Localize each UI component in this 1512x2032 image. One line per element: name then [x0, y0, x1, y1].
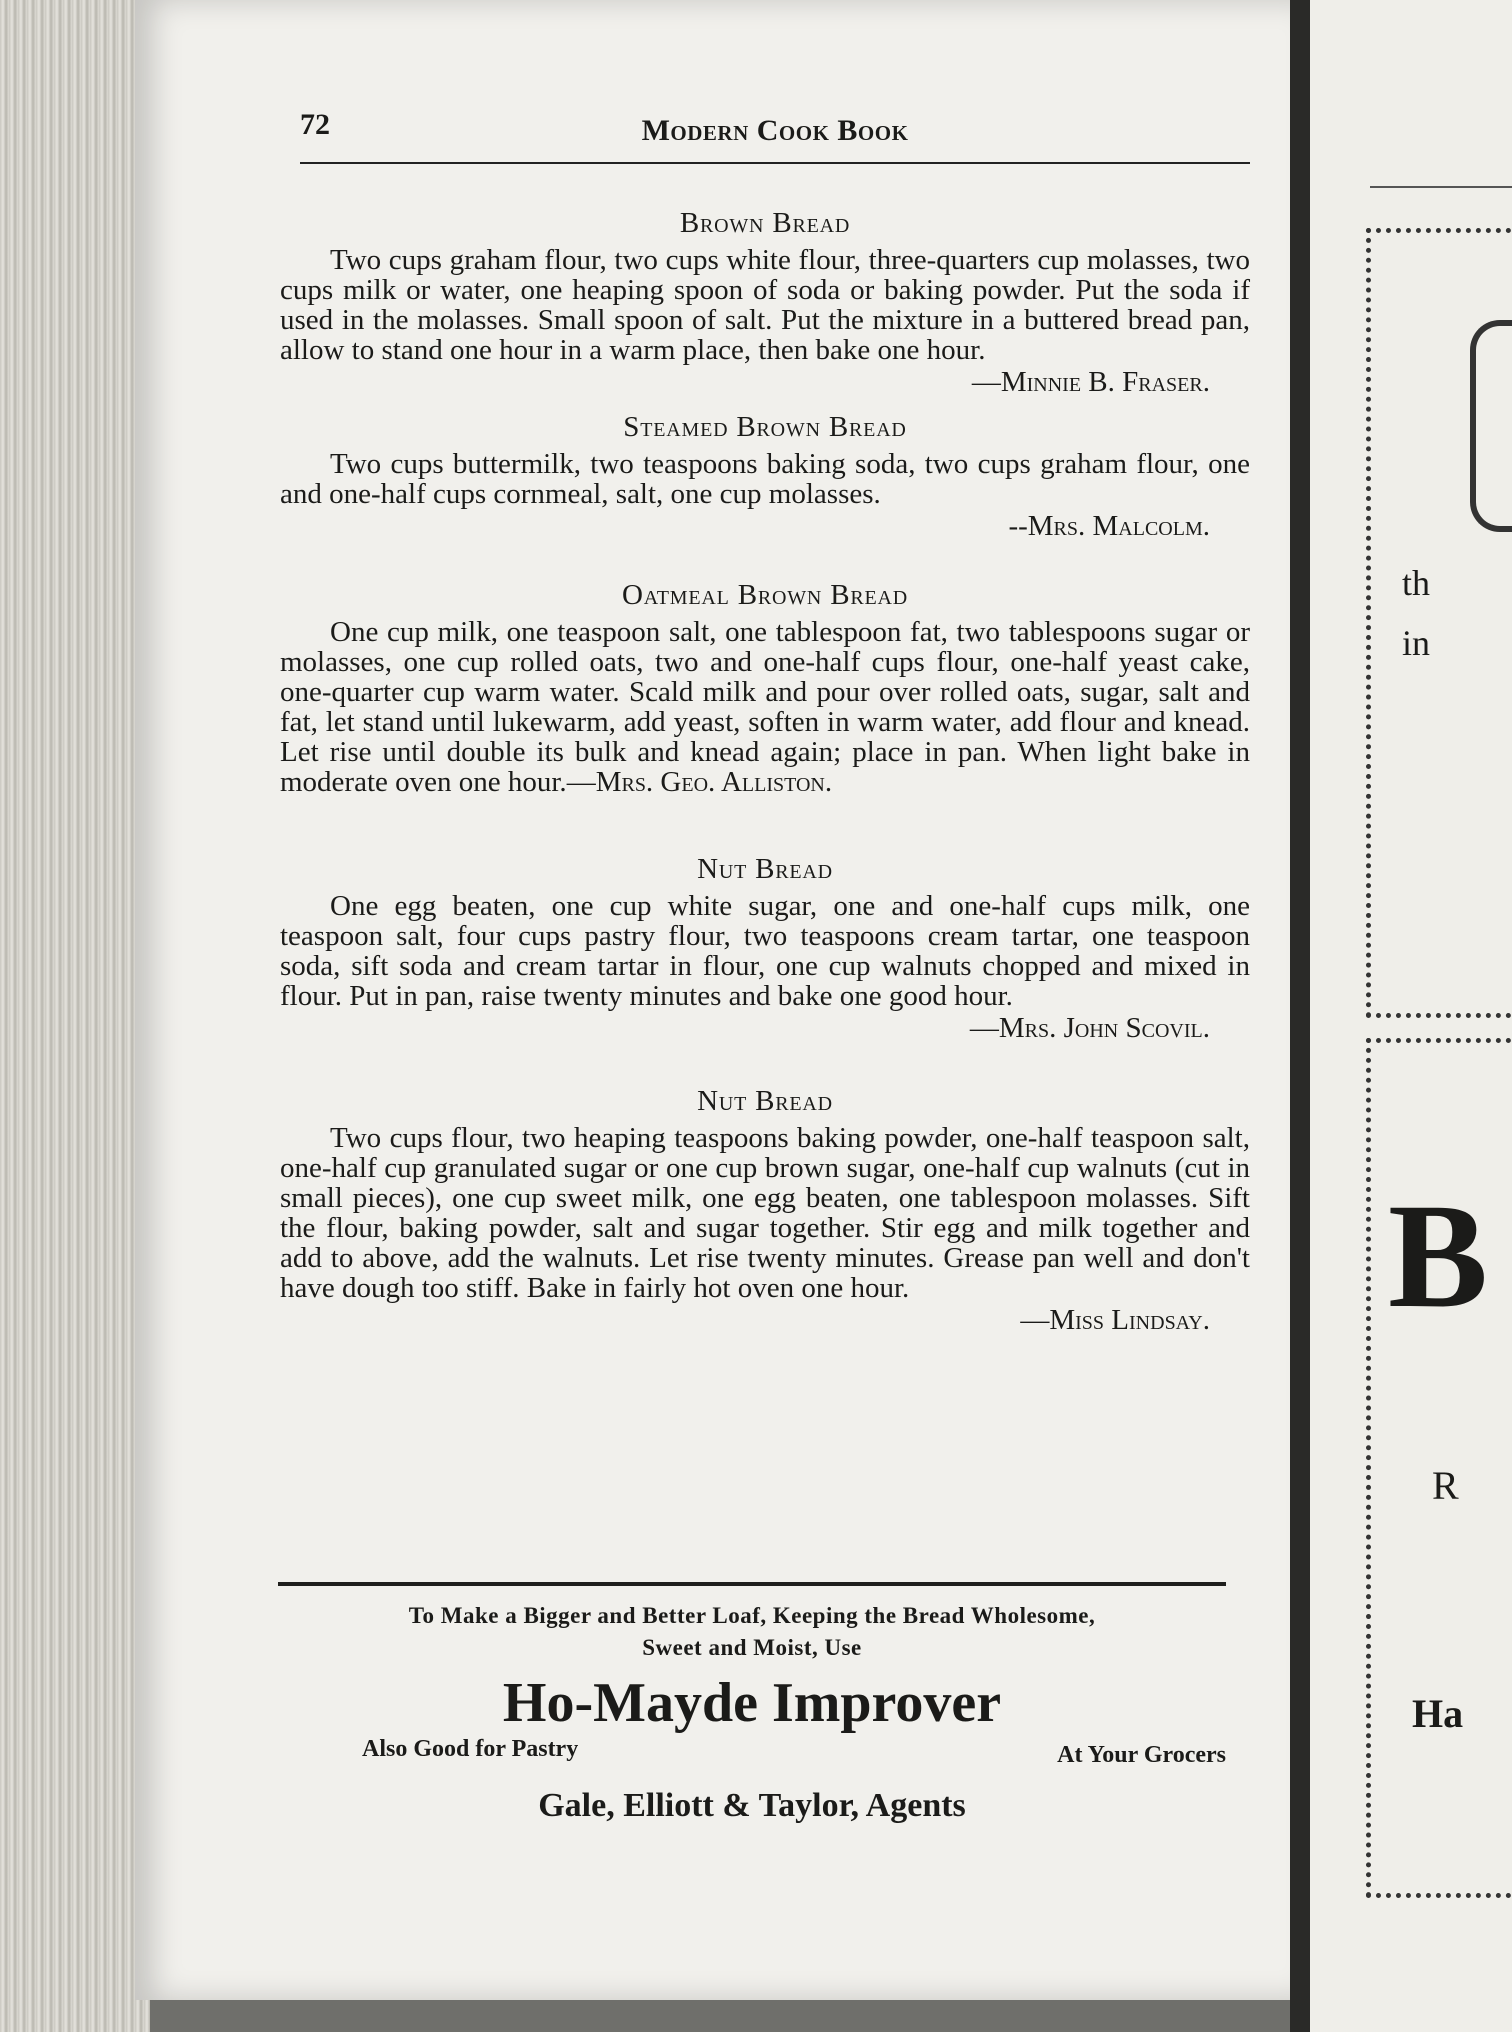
recipe-title: Brown Bread [679, 207, 851, 239]
recipe-title: Steamed Brown Bread [623, 411, 907, 443]
ad-right-note: At Your Grocers [1057, 1742, 1226, 1768]
facing-text-ha: Ha [1412, 1691, 1464, 1736]
recipe-oatmeal-brown-bread [280, 577, 1250, 797]
ad-notes-row [278, 1736, 1226, 1776]
recipe-nut-bread-2 [280, 1083, 1250, 1337]
recipe-nut-bread-1 [280, 851, 1250, 1045]
facing-text-2: in [1402, 623, 1431, 663]
ad-tagline: To Make a Bigger and Better Loaf, Keeping the Bread Wholesome, [408, 1603, 1096, 1628]
book-page-edges [0, 0, 150, 2032]
facing-big-letter: B [1388, 1173, 1489, 1339]
ad-left-note: Also Good for Pastry [362, 1736, 579, 1762]
advertisement-rule [278, 1582, 1226, 1586]
recipe-author: —Mrs. John Scovil. [969, 1012, 1210, 1044]
recipe-author: —Miss Lindsay. [1020, 1304, 1210, 1336]
recipe-body-text: One cup milk, one teaspoon salt, one tablespoon fat, two tablespoons sugar or molasses, one cup rolled oats, two and one-half cups flour, one-half yeast cake, one-quarter cup warm water. Scald milk and pour over rolled oats, sugar, salt and fat, let stand until lukewarm, add yeast, soften in warm water, add flour and knead. Let rise until double its bulk and knead again; place in pan. When light bake in moderate oven one hour. [280, 616, 1250, 798]
recipe-steamed-brown-bread [280, 409, 1250, 543]
recipe-author: —Minnie B. Fraser. [971, 366, 1210, 398]
recipe-body: One egg beaten, one cup white sugar, one and one-half cups milk, one teaspoon salt, four cups pastry flour, two teaspoons cream tartar, one teaspoon soda, sift soda and cream tartar in flour, one cup walnuts chopped and mixed in flour. Put in pan, raise twenty minutes and bake one good hour. [280, 890, 1250, 1012]
recipe-list [280, 205, 1250, 1337]
running-head [300, 108, 1250, 158]
page-number: 72 [300, 108, 330, 141]
facing-text-1: th [1402, 563, 1431, 603]
recipe-body: Two cups graham flour, two cups white flour, three-quarters cup molasses, two cups milk or water, one heaping spoon of soda or baking powder. Put the soda if used in the molasses. Small spoon of salt. Put the mixture in a buttered bread pan, allow to stand one hour in a warm place, then bake one hour. [280, 244, 1250, 366]
advertisement [278, 1600, 1226, 1828]
recipe-title: Nut Bread [697, 1085, 833, 1117]
facing-page-rule [1370, 186, 1512, 188]
ornament-initial-icon [1470, 320, 1512, 532]
book-gutter [1290, 0, 1310, 2032]
recipe-brown-bread [280, 205, 1250, 399]
header-rule [300, 162, 1250, 164]
recipe-title: Nut Bread [697, 853, 833, 885]
recipe-title: Oatmeal Brown Bread [622, 579, 908, 611]
ad-brand-name: Ho-Mayde Improver [502, 1672, 1002, 1734]
ad-agents: Gale, Elliott & Taylor, Agents [538, 1787, 966, 1824]
recipe-author: --Mrs. Malcolm. [1008, 510, 1210, 542]
recipe-body: Two cups buttermilk, two teaspoons baking soda, two cups graham flour, one and one-half cups cornmeal, salt, one cup molasses. [280, 448, 1250, 510]
facing-page [1310, 0, 1512, 2032]
ad-tagline-2: Sweet and Moist, Use [642, 1635, 862, 1660]
recipe-body [280, 617, 1250, 797]
recipe-body: Two cups flour, two heaping teaspoons baking powder, one-half teaspoon salt, one-half cup granulated sugar or one cup brown sugar, one-half cup walnuts (cut in small pieces), one cup sweet milk, one egg beaten, one tablespoon molasses. Sift the flour, baking powder, salt and sugar together. Stir egg and milk together and add to above, add the walnuts. Let rise twenty minutes. Grease pan well and don't have dough too stiff. Bake in fairly hot oven one hour. [280, 1122, 1250, 1304]
recipe-author: —Mrs. Geo. Alliston. [566, 766, 833, 798]
running-title: Modern Cook Book [641, 114, 909, 147]
facing-letter-r: R [1432, 1463, 1459, 1508]
